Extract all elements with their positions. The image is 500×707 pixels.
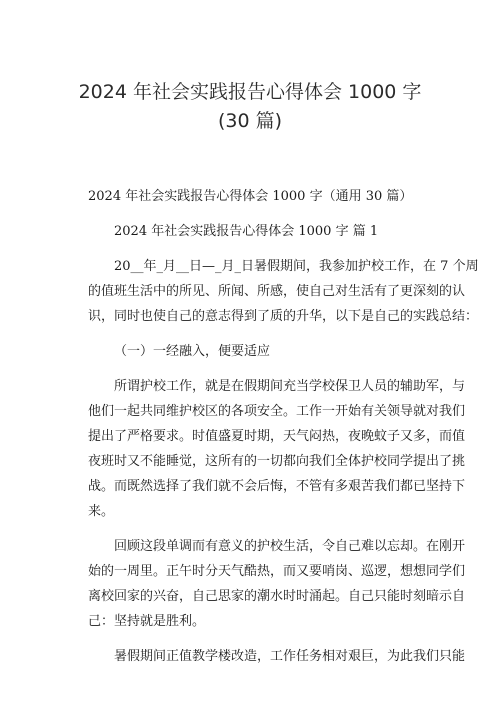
- paragraph-line: 所谓护校工作，就是在假期间充当学校保卫人员的辅助军，与: [114, 379, 466, 394]
- subtitle: 2024 年社会实践报告心得体会 1000 字（通用 30 篇）: [88, 189, 413, 204]
- paragraph-1: [88, 254, 479, 329]
- paragraph-line: 的值班生活中的所见、所闻、所感，使自己对生活有了更深刻的认: [88, 284, 466, 299]
- paragraph-line: 他们一起共同维护校区的各项安全。工作一开始有关领导就对我们: [88, 404, 466, 419]
- paragraph-line: 暑假期间正值教学楼改造，工作任务相对艰巨，为此我们只能: [114, 649, 466, 664]
- paragraph-line: 己：坚持就是胜利。: [88, 614, 206, 629]
- paragraph-line: 提出了严格要求。时值盛夏时期，天气闷热，夜晚蚊子又多，而值: [88, 429, 466, 444]
- document-body: [88, 184, 479, 669]
- section-heading: 2024 年社会实践报告心得体会 1000 字 篇 1: [114, 224, 379, 239]
- paragraph-line: 战。而既然选择了我们就不会后悔，不管有多艰苦我们都已坚持下: [88, 479, 466, 494]
- paragraph-4: [88, 644, 466, 669]
- document-title: [60, 78, 440, 136]
- paragraph-line: 夜班时又不能睡觉，这所有的一切都向我们全体护校同学提出了挑: [88, 454, 466, 469]
- title-line-2: (30 篇): [217, 110, 283, 132]
- paragraph-3: [88, 534, 466, 634]
- paragraph-line: 识，同时也使自己的意志得到了质的升华，以下是自己的实践总结：: [88, 309, 479, 324]
- paragraph-line: 离校回家的兴奋，自己思家的潮水时时涌起。自己只能时刻暗示自: [88, 589, 466, 604]
- paragraph-line: 回顾这段单调而有意义的护校生活，令自己难以忘却。在刚开: [114, 539, 466, 554]
- paragraph-line: 始的一周里。正午时分天气酷热，而又要哨岗、巡逻，想想同学们: [88, 564, 466, 579]
- subsection-heading: （一）一经融入，便要适应: [114, 344, 271, 359]
- title-line-1: 2024 年社会实践报告心得体会 1000 字: [78, 81, 422, 103]
- paragraph-line: 20__年_月__日—_月_日暑假期间，我参加护校工作，在 7 个周: [114, 259, 479, 274]
- paragraph-line: 来。: [88, 504, 115, 519]
- paragraph-2: [88, 374, 466, 524]
